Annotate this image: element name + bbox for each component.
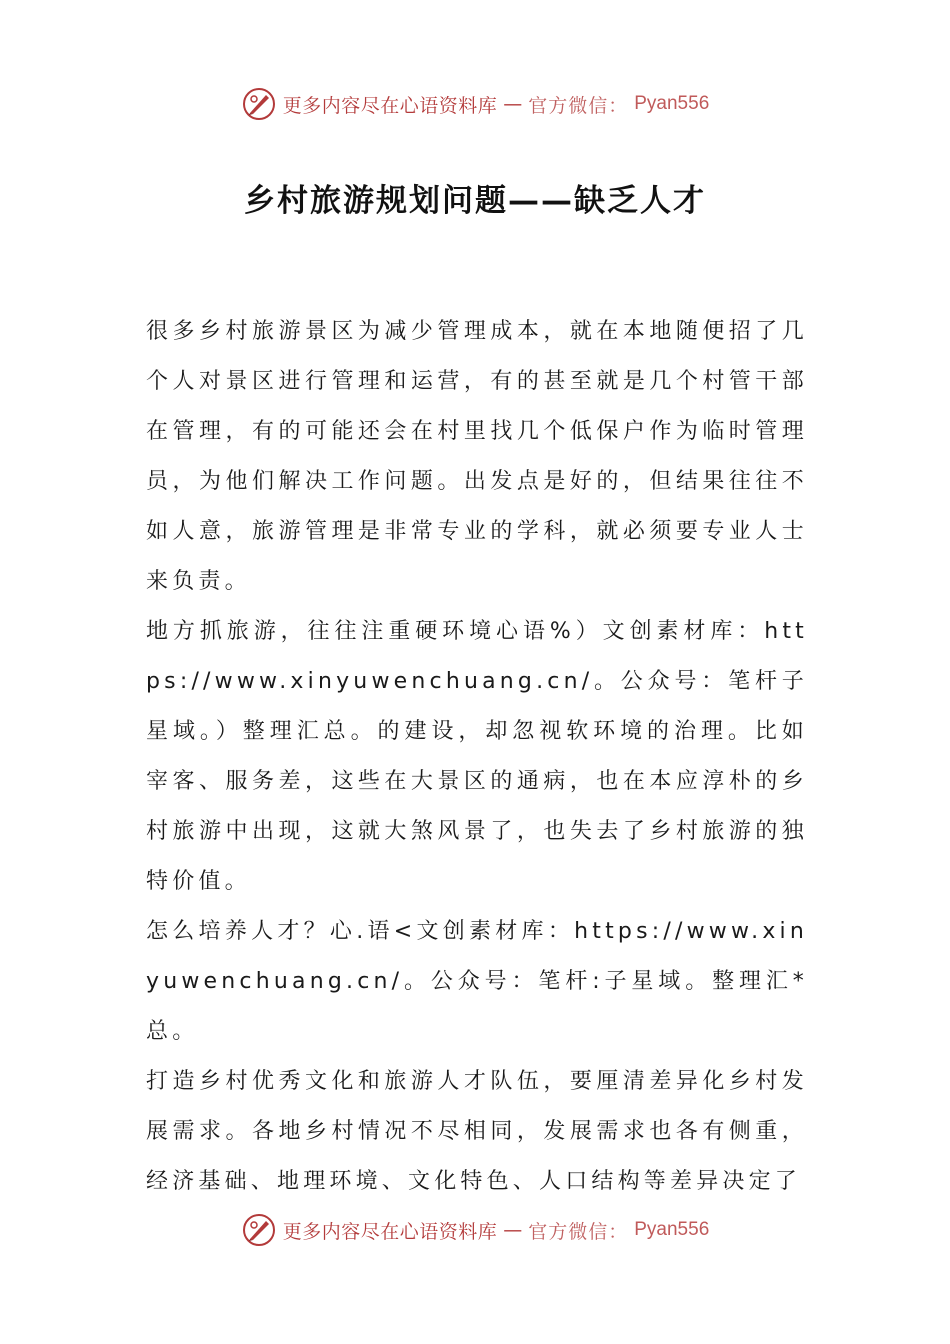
paragraph-2: 地方抓旅游，往往注重硬环境心语%）文创素材库：https://www.xinyuwenchuang.cn/。公众号：笔杆子星域。）整理汇总。的建设，却忽视软环境的治理。比如宰客、服务差，这些在大景区的通病，也在本应淳朴的乡村旅游中出现，这就大煞风景了，也失去了乡村旅游的独特价值。 (146, 619, 808, 894)
banner-title: 更多内容尽在心语资料库 (282, 94, 498, 117)
banner-dash: — (503, 93, 523, 115)
banner-wechat-label: 官方微信： (528, 1220, 629, 1243)
banner-wechat-id: Pyan556 (634, 93, 710, 114)
paragraph-4: 打造乡村优秀文化和旅游人才队伍，要厘清差异化乡村发展需求。各地乡村情况不尽相同，发展需求也各有侧重，经济基础、地理环境、文化特色、人口结构等差异决定了 (146, 1069, 808, 1194)
paragraph-1: 很多乡村旅游景区为减少管理成本，就在本地随便招了几个人对景区进行管理和运营，有的甚至就是几个村管干部在管理，有的可能还会在村里找几个低保户作为临时管理员，为他们解决工作问题。出发点是好的，但结果往往不如人意，旅游管理是非常专业的学科，就必须要专业人士来负责。 (146, 319, 808, 594)
header-banner (0, 82, 950, 126)
paragraph-3: 怎么培养人才？心.语<文创素材库：https://www.xinyuwenchuang.cn/。公众号：笔杆:子星域。整理汇*总。 (146, 919, 808, 1044)
footer-banner (0, 1208, 950, 1252)
banner-dash: — (503, 1219, 523, 1241)
banner-title: 更多内容尽在心语资料库 (282, 1220, 498, 1243)
quill-pen-icon (241, 86, 277, 122)
document-title: 乡村旅游规划问题——缺乏人才 (244, 183, 706, 219)
document-body (146, 307, 808, 1207)
quill-pen-icon (241, 1212, 277, 1248)
banner-wechat-label: 官方微信： (528, 94, 629, 117)
banner-wechat-id: Pyan556 (634, 1219, 710, 1240)
